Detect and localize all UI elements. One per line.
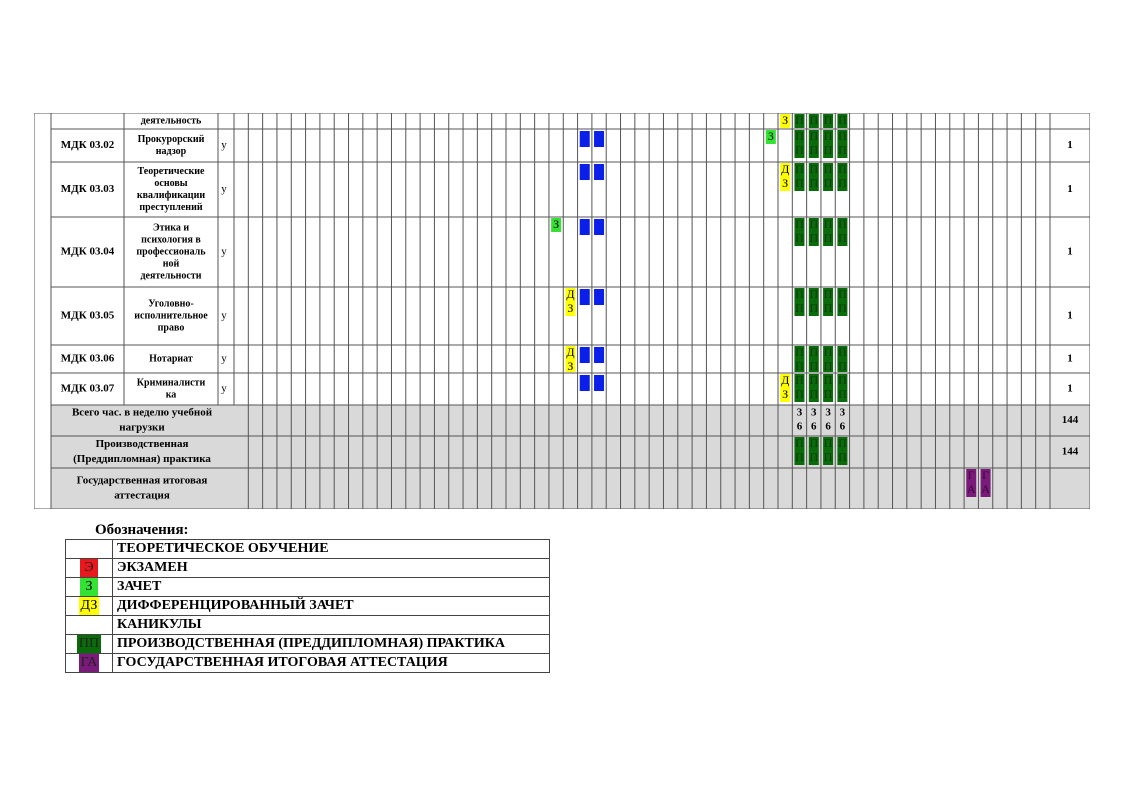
legend-title: Обозначения: [95,522,189,538]
total-hours: 1 [1067,382,1073,395]
control-form: у [221,245,227,258]
course-mark-letter: П [838,175,847,190]
course-code: МДК 03.07 [60,382,115,395]
summary-label: (Преддипломная) практика [73,453,211,466]
legend-symbol-cell [66,635,113,654]
summary-label: Производственная [95,438,189,451]
course-code: МДК 03.02 [60,139,115,152]
course-mark-letter: П [795,161,804,176]
control-form: у [221,139,227,152]
course-mark-letter: П [795,142,804,157]
summary-mark-letter: 3 [839,406,846,419]
course-mark-letter: П [809,216,819,231]
summary-label: нагрузки [119,421,165,434]
course-mark-letter: П [823,230,833,245]
course-mark-letter: П [809,344,819,359]
course-mark-letter: П [838,128,847,143]
course-code: МДК 03.05 [60,309,115,322]
course-mark-letter: П [823,372,833,387]
course-mark-letter: П [838,386,847,401]
course-kanik-mark [594,131,604,147]
course-mark-letter: Д [781,161,790,176]
course-name: Уголовно- [148,298,194,310]
course-name: квалификации [136,189,206,201]
course-mark-letter: П [823,142,833,157]
legend-row [66,597,550,616]
course-mark-letter: П [809,175,819,190]
legend-swatch: ПП [78,636,100,651]
summary-total: 144 [1061,414,1079,427]
course-mark-letter: П [838,344,847,359]
course-mark-letter: П [795,344,804,359]
course-mark-letter: П [809,386,819,401]
summary-mark-letter: П [809,435,819,450]
course-mark-letter: П [823,344,833,359]
course-mark-letter: П [795,230,804,245]
legend-row [66,578,550,597]
course-mark-letter: П [823,358,833,373]
legend-swatch: ДЗ [80,598,98,613]
legend-label: ГОСУДАРСТВЕННАЯ ИТОГОВАЯ АТТЕСТАЦИЯ [113,654,550,673]
legend-row [66,654,550,673]
legend-row [66,540,550,559]
legend-row [66,559,550,578]
course-name: ка [165,389,177,401]
legend-symbol-cell [66,654,113,673]
course-kanik-mark [580,347,590,363]
legend-symbol-cell [66,540,113,559]
summary-mark-letter: П [838,435,847,450]
course-kanik-mark [594,347,604,363]
course-mark-letter: П [809,286,819,301]
legend-swatch: ГА [80,655,98,670]
summary-mark-letter: А [966,481,976,496]
course-mark-letter: П [823,128,833,143]
course-mark-letter: П [838,230,847,245]
legend-label: ЭКЗАМЕН [113,559,550,578]
course-mark-letter: З [782,386,789,401]
summary-mark-letter: А [981,481,990,496]
course-mark-letter: П [795,113,804,127]
course-mark-letter: П [795,300,804,315]
course-mark-letter: Д [566,344,575,359]
course-name: надзор [155,145,187,157]
course-mark-letter: П [809,113,819,127]
legend [65,521,550,673]
legend-symbol-cell [66,597,113,616]
total-hours: 1 [1067,139,1073,152]
total-hours: 1 [1067,183,1073,196]
summary-label: аттестация [114,489,170,502]
control-form: у [221,309,227,322]
course-mark-letter: З [553,216,560,231]
summary-mark-letter: Г [982,467,990,482]
course-mark-letter: П [809,142,819,157]
course-kanik-mark [594,289,604,305]
course-name: преступлений [139,201,203,213]
course-mark-letter: П [795,372,804,387]
legend-row [66,616,550,635]
summary-mark-letter: 3 [825,406,831,419]
course-name: право [157,322,185,334]
control-form: у [221,183,227,196]
legend-symbol-cell [66,578,113,597]
course-code: МДК 03.04 [60,245,115,258]
course-name: Прокурорский [137,133,205,145]
course-mark-letter: П [795,386,804,401]
summary-label: Государственная итоговая [76,474,208,487]
course-mark-letter: П [809,372,819,387]
total-hours: 1 [1067,309,1073,322]
summary-mark-letter: П [809,449,819,464]
course-name: деятельности [140,270,202,282]
course-mark-letter: З [567,358,574,373]
legend-row [66,635,550,654]
course-kanik-mark [580,131,590,147]
course-kanik-mark [580,375,590,391]
course-mark-letter: П [823,300,833,315]
course-mark-letter: П [838,113,847,127]
course-mark-letter: П [809,230,819,245]
course-name: Криминалисти [136,377,206,389]
summary-label: Всего час. в неделю учебной [71,406,213,419]
course-mark-letter: П [838,286,847,301]
course-name: Теоретические [137,165,205,177]
summary-mark-letter: П [823,449,833,464]
summary-mark-letter: 6 [796,420,803,433]
course-kanik-mark [580,289,590,305]
summary-mark-letter: 3 [796,406,803,419]
course-name: Нотариат [149,353,193,365]
course-kanik-mark [580,219,590,235]
legend-symbol-cell [66,616,113,635]
summary-mark-letter: П [795,449,804,464]
course-name: Этика и [152,222,190,234]
course-mark-letter: П [838,216,847,231]
course-name: деятельность [140,115,202,127]
course-mark-letter: П [795,128,804,143]
course-mark-letter: П [795,286,804,301]
legend-symbol-cell [66,559,113,578]
course-mark-letter: П [809,128,819,143]
course-name: основы [154,177,188,189]
course-mark-letter: П [809,300,819,315]
summary-mark-letter: П [795,435,804,450]
schedule-table [34,113,1090,509]
course-mark-letter: Д [781,372,790,387]
course-mark-letter: П [795,358,804,373]
summary-mark-letter: П [823,435,833,450]
summary-mark-letter: П [838,449,847,464]
summary-mark-letter: 6 [839,420,846,433]
course-mark-letter: П [795,216,804,231]
course-mark-letter: П [838,161,847,176]
course-kanik-mark [594,375,604,391]
course-mark-letter: П [838,358,847,373]
control-form: у [221,352,227,365]
course-mark-letter: П [823,175,833,190]
course-name: исполнительное [134,310,208,322]
course-mark-letter: З [567,300,574,315]
course-name: психология в [141,234,201,246]
course-kanik-mark [594,164,604,180]
course-mark-letter: П [823,386,833,401]
course-mark-letter: П [823,113,833,127]
control-form: у [221,382,227,395]
legend-table [65,539,550,673]
course-mark-letter: П [823,286,833,301]
course-mark-letter: З [782,113,789,127]
course-name: профессиональ [136,246,206,258]
course-mark-letter: П [809,358,819,373]
summary-mark-letter: 3 [811,406,817,419]
summary-mark-letter: 6 [825,420,831,433]
legend-label: ДИФФЕРЕНЦИРОВАННЫЙ ЗАЧЕТ [113,597,550,616]
schedule-grid [34,113,1090,509]
course-name: ной [162,258,180,270]
course-mark-letter: П [795,175,804,190]
course-kanik-mark [594,219,604,235]
legend-label: ТЕОРЕТИЧЕСКОЕ ОБУЧЕНИЕ [113,540,550,559]
summary-mark-letter: 6 [811,420,817,433]
summary-total: 144 [1061,445,1079,458]
course-mark-letter: П [823,161,833,176]
legend-swatch: Э [80,559,98,577]
legend-label: ЗАЧЕТ [113,578,550,597]
course-mark-letter: П [809,161,819,176]
legend-label: КАНИКУЛЫ [113,616,550,635]
total-hours: 1 [1067,352,1073,365]
course-mark-letter: З [782,175,789,190]
course-mark-letter: Д [566,286,575,301]
course-mark-letter: П [838,142,847,157]
course-mark-letter: П [838,300,847,315]
course-code: МДК 03.03 [60,183,115,196]
course-code: МДК 03.06 [60,352,115,365]
course-mark-letter: З [767,128,774,143]
legend-swatch: З [80,578,98,596]
course-mark-letter: П [823,216,833,231]
course-mark-letter: П [838,372,847,387]
summary-mark-letter: Г [967,467,975,482]
legend-label: ПРОИЗВОДСТВЕННАЯ (ПРЕДДИПЛОМНАЯ) ПРАКТИКА [113,635,550,654]
total-hours: 1 [1067,245,1073,258]
course-kanik-mark [580,164,590,180]
